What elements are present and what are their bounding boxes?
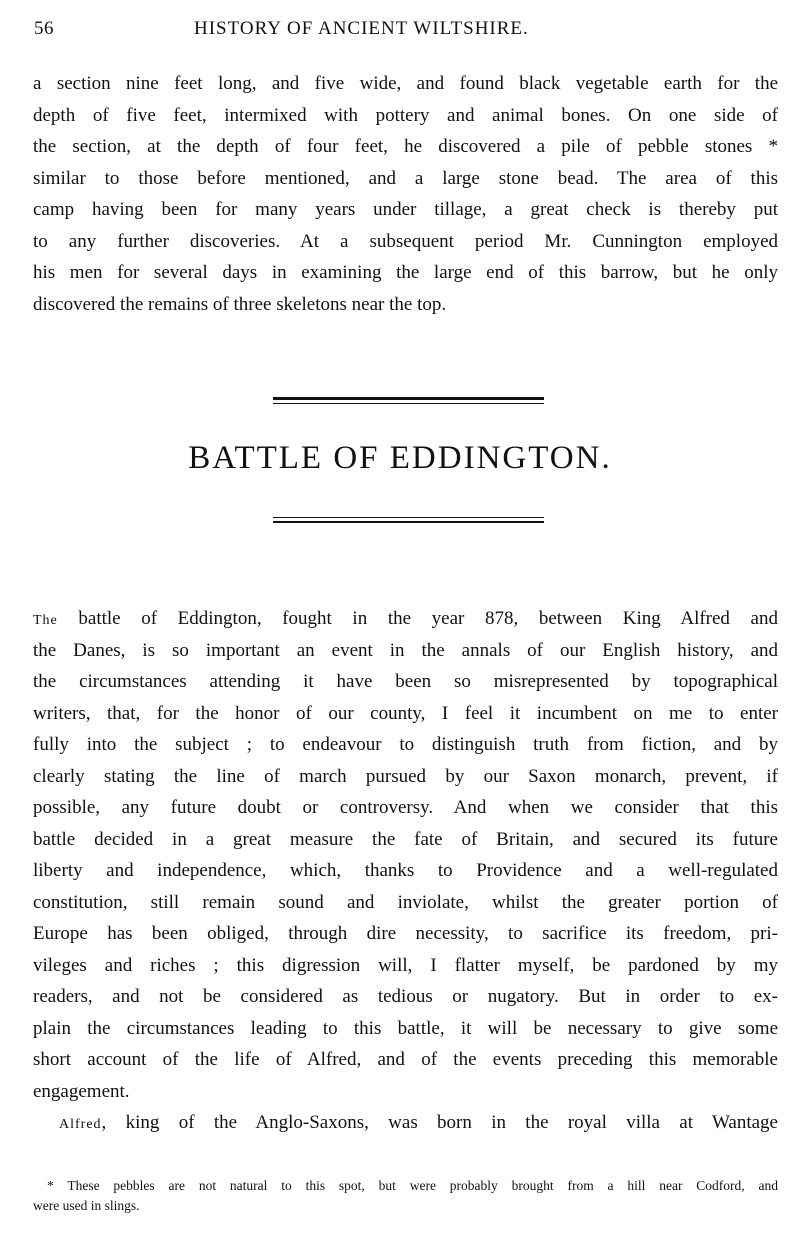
text-line: Europe has been obliged, through dire necessity, to sacrifice its freedom, pri-	[33, 923, 778, 944]
text-span: battle of Eddington, fought in the year 878, between King Alfred and	[57, 608, 778, 629]
footnote-line: were used in slings.	[33, 1198, 140, 1213]
small-caps-word: The	[33, 613, 58, 628]
text-line: similar to those before mentioned, and a large stone bead. The area of this	[33, 167, 778, 189]
text-line: short account of the life of Alfred, and of the events preceding this memorable	[33, 1049, 778, 1070]
text-line: plain the circumstances leading to this battle, it will be necessary to give some	[33, 1017, 778, 1039]
text-line	[33, 1107, 778, 1139]
page-header	[34, 18, 774, 46]
running-head: HISTORY OF ANCIENT WILTSHIRE.	[194, 18, 529, 39]
text-line: discovered the remains of three skeletons near the top.	[33, 293, 447, 315]
section-rule-bottom	[273, 517, 544, 523]
footnote	[33, 1176, 778, 1216]
text-line: the Danes, is so important an event in the annals of our English history, and	[33, 639, 778, 661]
text-line: clearly stating the line of march pursued by our Saxon monarch, prevent, if	[33, 765, 778, 787]
text-line: the circumstances attending it have been so misrepresented by topographical	[33, 671, 778, 692]
small-caps-word: Alfred	[59, 1117, 102, 1132]
text-line: vileges and riches ; this digression will, I flatter myself, be pardoned by my	[33, 954, 778, 976]
text-line: constitution, still remain sound and inviolate, whilst the greater portion of	[33, 891, 778, 913]
text-line: possible, any future doubt or controversy. And when we consider that this	[33, 797, 778, 818]
text-line: depth of five feet, intermixed with pottery and animal bones. On one side of	[33, 104, 778, 126]
text-line: his men for several days in examining the large end of this barrow, but he only	[33, 262, 778, 283]
text-line: liberty and independence, which, thanks to Providence and a well-regulated	[33, 860, 778, 881]
text-span: , king of the Anglo-Saxons, was born in the royal villa at Wantage	[101, 1112, 778, 1133]
text-line: battle decided in a great measure the fate of Britain, and secured its future	[33, 828, 778, 850]
text-line: to any further discoveries. At a subsequent period Mr. Cunnington employed	[33, 230, 778, 252]
text-line: readers, and not be considered as tedious or nugatory. But in order to ex-	[33, 986, 778, 1007]
page-number: 56	[34, 18, 54, 39]
main-paragraph	[33, 603, 778, 1139]
rule-thick	[273, 397, 544, 400]
section-rule-top	[273, 397, 544, 404]
rule-thin	[273, 517, 544, 518]
top-paragraph	[33, 68, 778, 320]
text-line: a section nine feet long, and five wide, and found black vegetable earth for the	[33, 73, 778, 94]
text-line: engagement.	[33, 1080, 130, 1102]
text-line: writers, that, for the honor of our county, I feel it incumbent on me to enter	[33, 702, 778, 724]
rule-thin	[273, 403, 544, 404]
footnote-line: * These pebbles are not natural to this spot, but were probably brought from a hill near Codford, and	[47, 1178, 778, 1193]
text-line: camp having been for many years under tillage, a great check is thereby put	[33, 199, 778, 220]
text-line	[33, 603, 778, 635]
section-title: BATTLE OF EDDINGTON.	[188, 440, 612, 476]
text-line: the section, at the depth of four feet, he discovered a pile of pebble stones *	[33, 136, 778, 157]
text-line: fully into the subject ; to endeavour to distinguish truth from fiction, and by	[33, 734, 778, 755]
rule-thick	[273, 521, 544, 523]
